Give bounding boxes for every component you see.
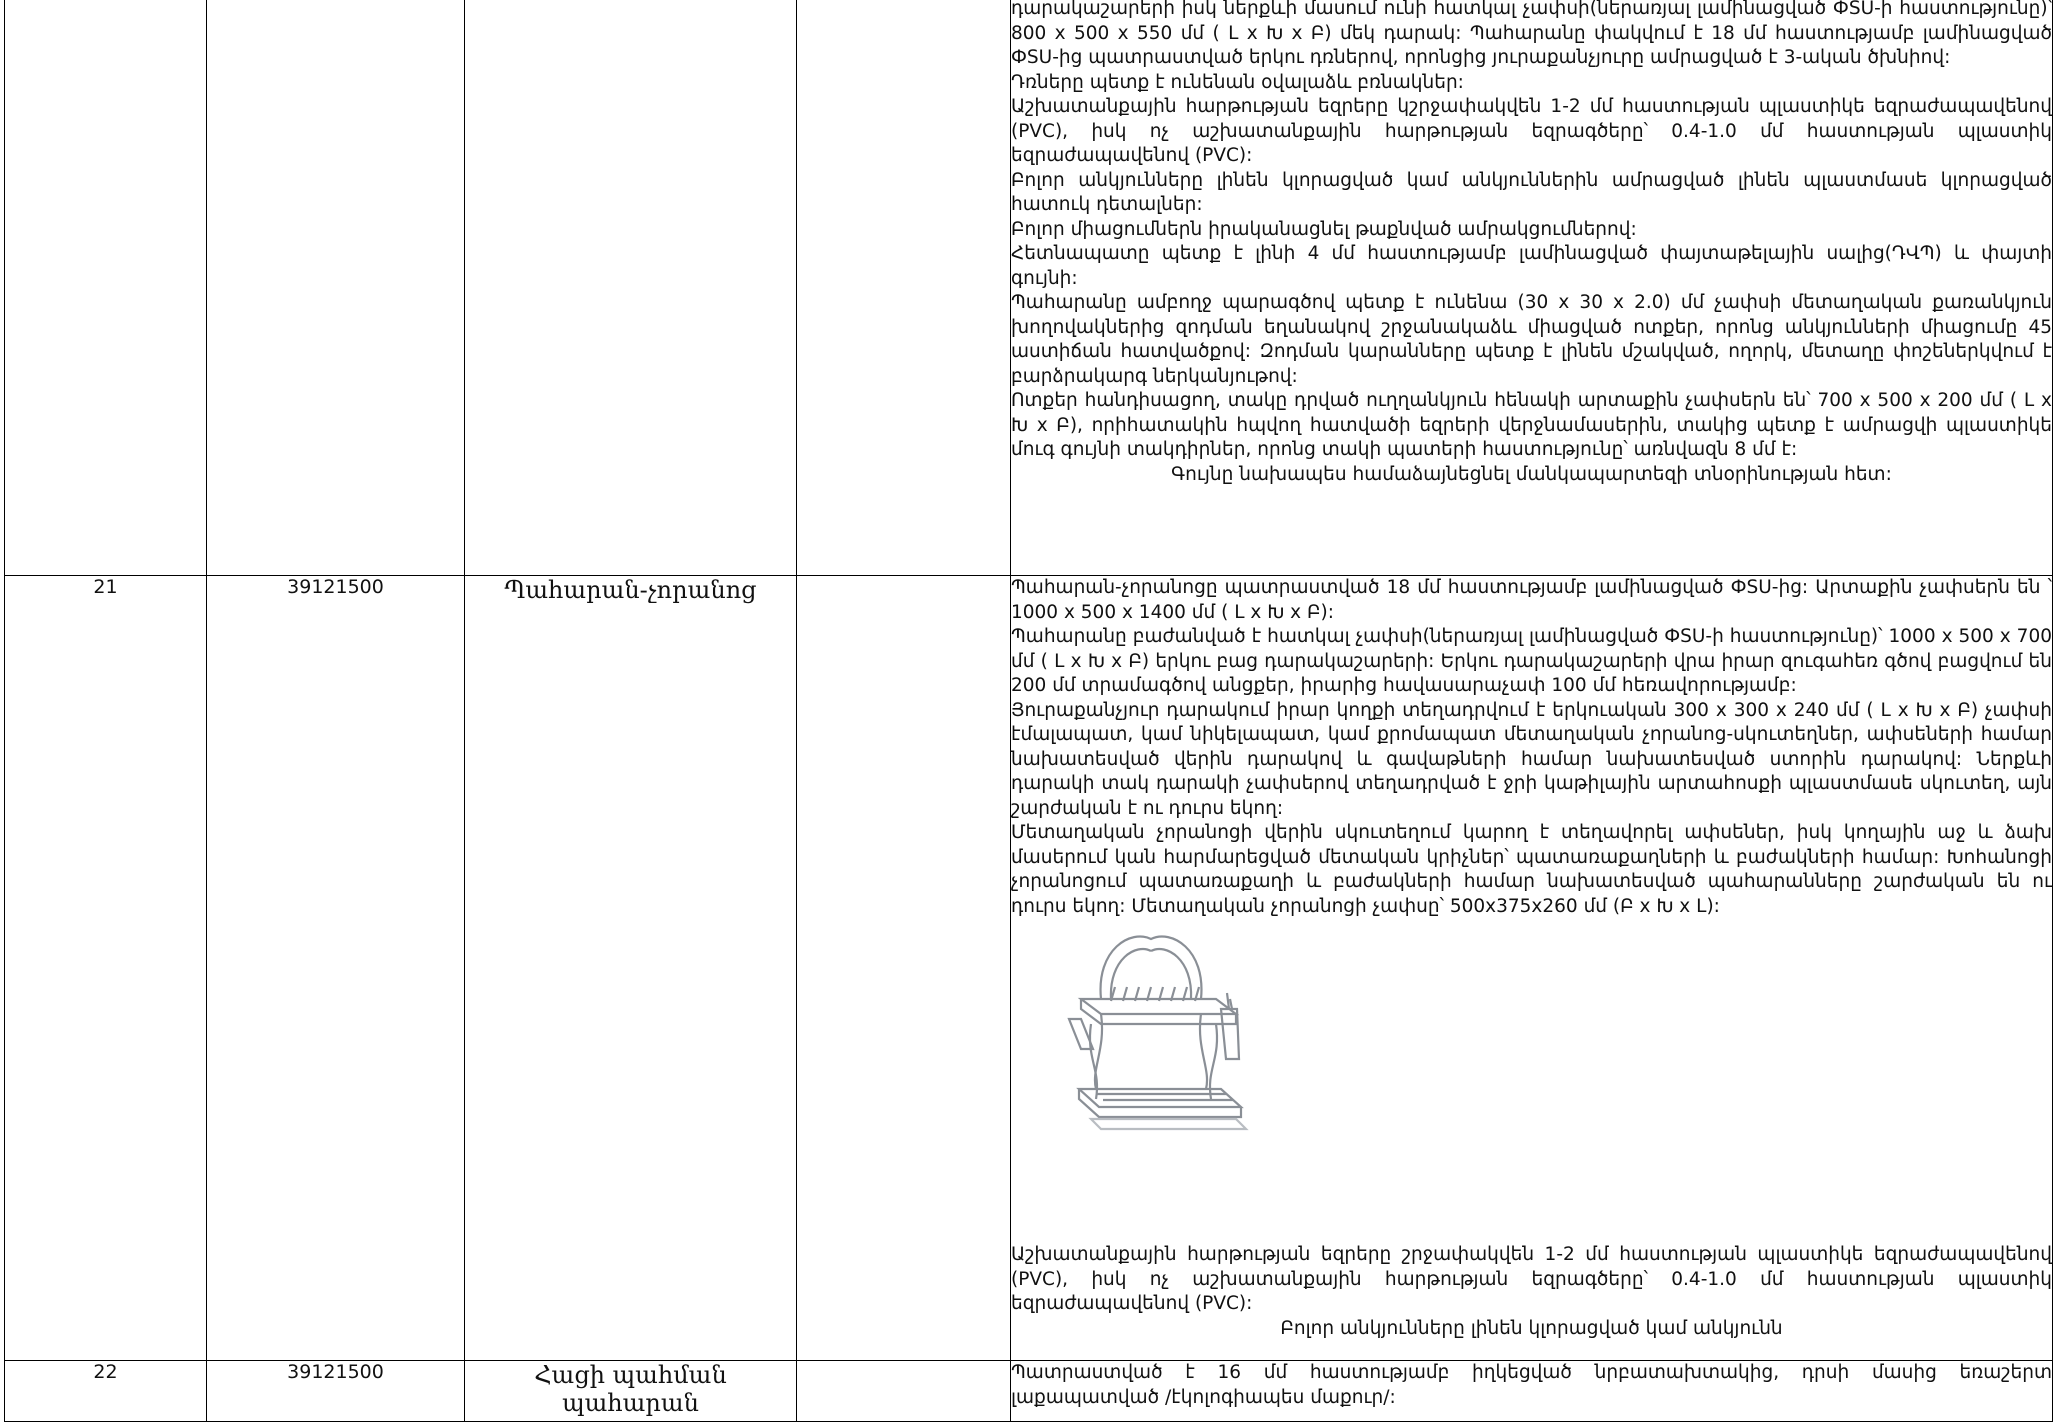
row-number-cell: 22 <box>5 1361 207 1422</box>
empty-cell <box>797 576 1011 1361</box>
row-number-cell: 21 <box>5 576 207 1361</box>
description-paragraph: Բոլոր անկյունները լինեն կլորացված կամ անկյուններին ամրացված լինեն պլաստմասե կլորացված հատուկ դետալներ: <box>1011 169 2052 215</box>
description-paragraph: Հետնապատը պետք է լինի 4 մմ հաստությամբ լամինացված փայտաթելային սալից(ԴՎՊ) և փայտի գույնի: <box>1011 243 2052 289</box>
description-paragraph: Դռները պետք է ունենան օվալաձև բռնակներ: <box>1011 71 1464 93</box>
cpv-code-cell <box>207 0 465 576</box>
description-paragraph: Պատրաստված է 16 մմ հաստությամբ իղկեցված նրբատախտակից, դրսի մասից եռաշերտ լաքապատված /էկոլոգիապես մաքուր/: <box>1011 1362 2052 1408</box>
table-row <box>5 576 2053 1361</box>
description-paragraph: Յուրաքանչյուր դարակում իրար կողքի տեղադրվում է երկուական 300 x 300 x 240 մմ ( L x Խ x Բ) չափսի էմալապատ, կամ նիկելապատ, կամ քրոմապատ մետաղական չորանոց-սկուտեղներ, ափսեների համար նախատեսված վերին դարակով և գավաթների համար նախատեսված ստորին դարակով: Ներքևի դարակի տակ դարակի չափսերով տեղադրված է ջրի կաթիլային արտահոսքի պլաստմասե սկուտեղ, այն շարժական է ու դուրս եկող: <box>1011 699 2052 819</box>
empty-cell <box>797 0 1011 576</box>
row-number-cell <box>5 0 207 576</box>
table-row <box>5 1361 2053 1422</box>
description-paragraph: Բոլոր միացումներն իրականացնել թաքնված ամրակցումներով: <box>1011 218 1637 240</box>
description-cell <box>1011 1361 2053 1422</box>
specification-table <box>4 0 2053 1422</box>
description-paragraph: դարակաշարերի իսկ ներքևի մասում ունի հատկալ չափսի(ներառյալ լամինացված ФSU-ի հաստությունը)՝ 800 x 500 x 550 մմ ( L x Խ x Բ) մեկ դարակ: Պահարանը փակվում է 18 մմ հաստությամբ լամինացված ФSU-ից պատրաստված երկու դռներով, որոնցից յուրաքանչյուրը ամրացված է 3-ական ծխնիով: <box>1011 0 2052 68</box>
cpv-code-cell: 39121500 <box>207 1361 465 1422</box>
cpv-code-cell: 39121500 <box>207 576 465 1361</box>
description-cell <box>1011 0 2053 576</box>
description-last-line: Բոլոր անկյունները լինեն կլորացված կամ անկյունն <box>1280 1317 1783 1339</box>
description-paragraph: Աշխատանքային հարթության եզրերը շրջափակվեն 1-2 մմ հաստության պլաստիկե եզրաժապավենով (PVC), իսկ ոչ աշխատանքային հարթության եզրագծերը՝ 0.4-1.0 մմ հաստության պլաստիկ եզրաժապավենով (PVC): <box>1011 1244 2052 1314</box>
description-paragraph: Պահարանը ամբողջ պարագծով պետք է ունենա (30 x 30 x 2.0) մմ չափսի մետաղական քառանկյուն խողովակներից զոդման եղանակով շրջանակաձև միացված ոտքեր, որոնց անկյունների միացումը 45 աստիճան հատվածքով: Զոդման կարանները պետք է լինեն մշակված, ողորկ, մետաղը փոշեներկվում է բարձրակարգ ներկանյութով: <box>1011 292 2052 387</box>
description-paragraph: Պահարան-չորանոցը պատրաստված 18 մմ հաստությամբ լամինացված ФSU-ից: Արտաքին չափսերն են ՝ 1000 x 500 x 1400 մմ ( L x Խ x Բ): <box>1011 577 2052 623</box>
description-paragraph: Ոտքեր հանդիսացող, տակը դրված ուղղանկյուն հենակի արտաքին չափսերն են՝ 700 x 500 x 200 մմ ( L x Խ x Բ), որիհատակին հպվող հատվածի եզրերի վերջնամասերին, տակից պետք է ամրացվի պլաստիկե մուգ գույնի տակդիրներ, որոնց տակի պատերի հաստությունը՝ առնվազն 8 մմ է: <box>1011 390 2052 460</box>
dish-drying-rack-icon <box>1051 929 1251 1149</box>
description-last-line: Գույնը նախապես համաձայնեցնել մանկապարտեզի տնօրինության հետ: <box>1171 463 1892 485</box>
item-name-cell <box>465 0 797 576</box>
description-cell <box>1011 576 2053 1361</box>
table-row <box>5 0 2053 576</box>
description-paragraph: Աշխատանքային հարթության եզրերը կշրջափակվեն 1-2 մմ հաստության պլաստիկե եզրաժապավենով (PVC), իսկ ոչ աշխատանքային հարթության եզրագծերը՝ 0.4-1.0 մմ հաստության պլաստիկ եզրաժապավենով (PVC): <box>1011 96 2052 166</box>
description-paragraph: Պահարանը բաժանված է հատկալ չափսի(ներառյալ լամինացված ФSU-ի հաստությունը)՝ 1000 x 500 x 700 մմ ( L x Խ x Բ) երկու բաց դարակաշարերի: Երկու դարակաշարերի վրա իրար զուգահեռ գծով բացվում են 200 մմ տրամագծով անցքեր, իրարից հավասարաչափ 100 մմ հեռավորությամբ: <box>1011 626 2052 696</box>
description-paragraph: Մետաղական չորանոցի վերին սկուտեղում կարող է տեղավորել ափսեներ, իսկ կողային աջ և ձախ մասերում կան հարմարեցված մետական կրիչներ՝ պատառաքաղների և բաժակների համար: Խոհանոցի չորանոցում պատառաքաղի և բաժակների համար նախատեսված պահարանները շարժական են ու դուրս եկող: Մետաղական չորանոցի չափսը՝ 500x375x260 մմ (Բ x Խ x L): <box>1011 822 2052 917</box>
item-name-cell: Պահարան-չորանոց <box>465 576 797 1361</box>
item-name-cell: Հացի պահման պահարան <box>465 1361 797 1422</box>
empty-cell <box>797 1361 1011 1422</box>
